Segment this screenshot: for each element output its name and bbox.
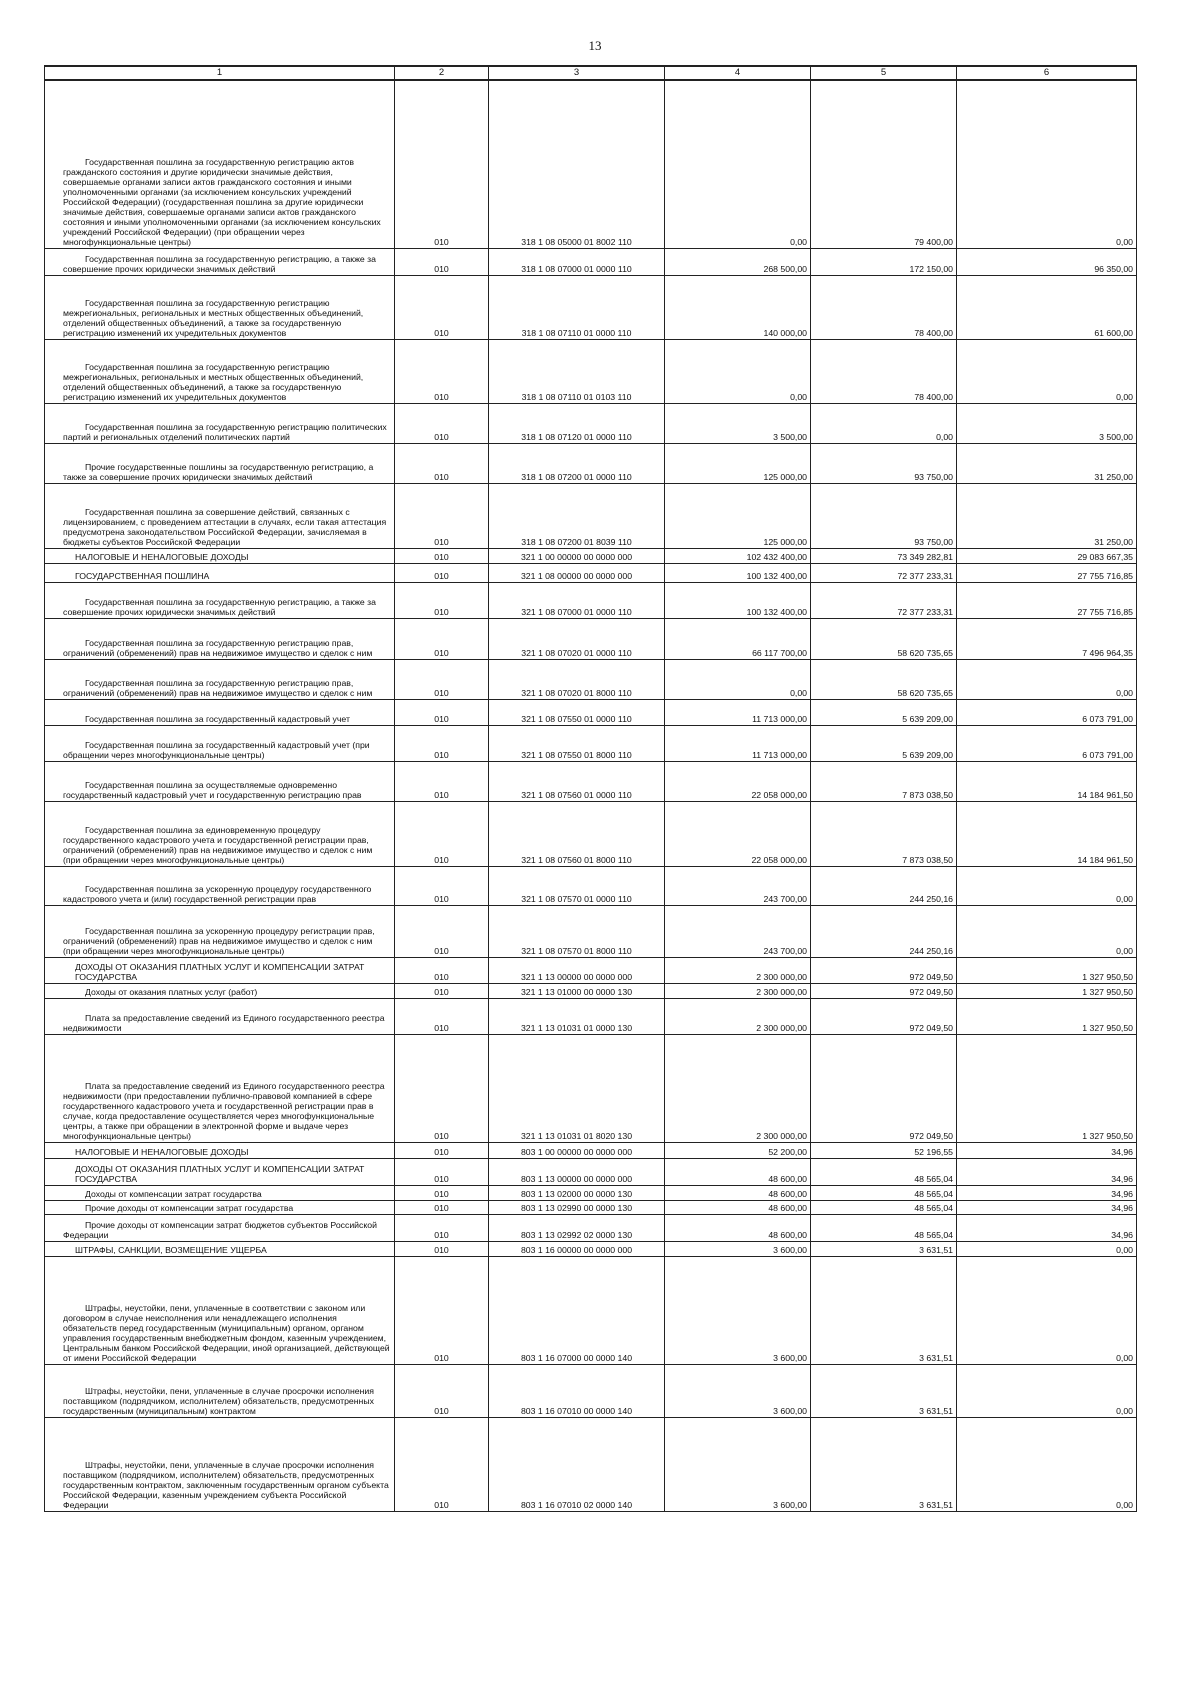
approved-amount-cell: 140 000,00 — [665, 275, 811, 339]
line-code-cell: 010 — [395, 80, 489, 248]
table-row — [45, 582, 1137, 618]
approved-amount-cell: 3 600,00 — [665, 1256, 811, 1364]
approved-amount-cell: 3 500,00 — [665, 403, 811, 443]
table-row — [45, 275, 1137, 339]
income-name-cell: НАЛОГОВЫЕ И НЕНАЛОГОВЫЕ ДОХОДЫ — [45, 1142, 395, 1158]
approved-amount-cell: 0,00 — [665, 339, 811, 403]
budget-classification-code-cell: 318 1 08 07110 01 0000 110 — [489, 275, 665, 339]
unexecuted-amount-cell: 0,00 — [957, 1417, 1137, 1511]
income-name-cell: Плата за предоставление сведений из Единого государственного реестра недвижимости — [45, 998, 395, 1034]
approved-amount-cell: 125 000,00 — [665, 443, 811, 483]
table-row — [45, 483, 1137, 548]
line-code-cell: 010 — [395, 582, 489, 618]
line-code-cell: 010 — [395, 957, 489, 983]
table-row — [45, 443, 1137, 483]
budget-classification-code-cell: 318 1 08 07110 01 0103 110 — [489, 339, 665, 403]
unexecuted-amount-cell: 0,00 — [957, 80, 1137, 248]
approved-amount-cell: 22 058 000,00 — [665, 801, 811, 866]
approved-amount-cell: 48 600,00 — [665, 1185, 811, 1200]
unexecuted-amount-cell: 0,00 — [957, 1256, 1137, 1364]
line-code-cell: 010 — [395, 1241, 489, 1256]
report-body — [45, 80, 1137, 1511]
income-name-cell: Доходы от оказания платных услуг (работ) — [45, 983, 395, 998]
approved-amount-cell: 2 300 000,00 — [665, 1034, 811, 1142]
income-name-cell: Государственная пошлина за государственную регистрацию межрегиональных, региональных и местных общественных объединений, отделений общественных объединений, а также за государственную регистрацию изменений их учредительных документов — [45, 275, 395, 339]
unexecuted-amount-cell: 34,96 — [957, 1185, 1137, 1200]
executed-amount-cell: 48 565,04 — [811, 1158, 957, 1185]
approved-amount-cell: 0,00 — [665, 659, 811, 699]
budget-classification-code-cell: 321 1 08 00000 00 0000 000 — [489, 563, 665, 582]
unexecuted-amount-cell: 1 327 950,50 — [957, 1034, 1137, 1142]
executed-amount-cell: 78 400,00 — [811, 275, 957, 339]
line-code-cell: 010 — [395, 983, 489, 998]
income-name-cell: Государственная пошлина за государственную регистрацию актов гражданского состояния и другие юридически значимые действия, совершаемые органами записи актов гражданского состояния и иными уполномоченными органами (за исключением консульских учреждений Российской Федерации) (государственная пошлина за другие юридически значимые действия, совершаемые органами записи актов гражданского состояния и иными уполномоченными органами (за исключением консульских учреждений Российской Федерации) (при обращении через многофункциональные центры) — [45, 80, 395, 248]
column-header-3: 3 — [489, 66, 665, 80]
income-name-cell: Государственная пошлина за ускоренную процедуру регистрации прав, ограничений (обременений) прав на недвижимое имущество и сделок с ним (при обращении через многофункциональные центры) — [45, 905, 395, 957]
budget-classification-code-cell: 321 1 08 07020 01 0000 110 — [489, 618, 665, 659]
executed-amount-cell: 72 377 233,31 — [811, 582, 957, 618]
unexecuted-amount-cell: 6 073 791,00 — [957, 699, 1137, 725]
approved-amount-cell: 102 432 400,00 — [665, 548, 811, 563]
approved-amount-cell: 100 132 400,00 — [665, 582, 811, 618]
budget-classification-code-cell: 318 1 08 07200 01 8039 110 — [489, 483, 665, 548]
unexecuted-amount-cell: 14 184 961,50 — [957, 801, 1137, 866]
approved-amount-cell: 48 600,00 — [665, 1200, 811, 1214]
executed-amount-cell: 244 250,16 — [811, 866, 957, 905]
budget-classification-code-cell: 321 1 08 07570 01 0000 110 — [489, 866, 665, 905]
unexecuted-amount-cell: 3 500,00 — [957, 403, 1137, 443]
column-number-header-row — [45, 66, 1137, 80]
unexecuted-amount-cell: 0,00 — [957, 1241, 1137, 1256]
line-code-cell: 010 — [395, 1142, 489, 1158]
line-code-cell: 010 — [395, 725, 489, 761]
unexecuted-amount-cell: 34,96 — [957, 1200, 1137, 1214]
approved-amount-cell: 48 600,00 — [665, 1214, 811, 1241]
executed-amount-cell: 3 631,51 — [811, 1241, 957, 1256]
income-name-cell: Штрафы, неустойки, пени, уплаченные в соответствии с законом или договором в случае неисполнения или ненадлежащего исполнения обязательств перед государственным (муниципальным) органом, органом управления государственным внебюджетным фондом, казенным учреждением, Центральным банком Российской Федерации, иной организацией, действующей от имени Российской Федерации — [45, 1256, 395, 1364]
line-code-cell: 010 — [395, 998, 489, 1034]
executed-amount-cell: 93 750,00 — [811, 443, 957, 483]
executed-amount-cell: 58 620 735,65 — [811, 659, 957, 699]
line-code-cell: 010 — [395, 659, 489, 699]
approved-amount-cell: 100 132 400,00 — [665, 563, 811, 582]
table-row — [45, 1256, 1137, 1364]
income-name-cell: Государственная пошлина за единовременную процедуру государственного кадастрового учета и государственной регистрации прав, ограничений (обременений) прав на недвижимое имущество и сделок с ним (при обращении через многофункциональные центры) — [45, 801, 395, 866]
line-code-cell: 010 — [395, 1158, 489, 1185]
executed-amount-cell: 7 873 038,50 — [811, 761, 957, 801]
executed-amount-cell: 972 049,50 — [811, 1034, 957, 1142]
budget-classification-code-cell: 803 1 16 07010 00 0000 140 — [489, 1364, 665, 1417]
table-row — [45, 1158, 1137, 1185]
executed-amount-cell: 73 349 282,81 — [811, 548, 957, 563]
table-row — [45, 659, 1137, 699]
executed-amount-cell: 7 873 038,50 — [811, 801, 957, 866]
unexecuted-amount-cell: 0,00 — [957, 339, 1137, 403]
approved-amount-cell: 11 713 000,00 — [665, 725, 811, 761]
executed-amount-cell: 244 250,16 — [811, 905, 957, 957]
budget-classification-code-cell: 803 1 00 00000 00 0000 000 — [489, 1142, 665, 1158]
table-row — [45, 1142, 1137, 1158]
approved-amount-cell: 0,00 — [665, 80, 811, 248]
budget-classification-code-cell: 321 1 13 01000 00 0000 130 — [489, 983, 665, 998]
table-row — [45, 1364, 1137, 1417]
budget-classification-code-cell: 803 1 13 00000 00 0000 000 — [489, 1158, 665, 1185]
line-code-cell: 010 — [395, 801, 489, 866]
income-name-cell: Государственная пошлина за совершение действий, связанных с лицензированием, с проведением аттестации в случаях, если такая аттестация предусмотрена законодательством Российской Федерации, зачисляемая в бюджеты субъектов Российской Федерации — [45, 483, 395, 548]
line-code-cell: 010 — [395, 403, 489, 443]
line-code-cell: 010 — [395, 1417, 489, 1511]
budget-classification-code-cell: 318 1 08 05000 01 8002 110 — [489, 80, 665, 248]
approved-amount-cell: 48 600,00 — [665, 1158, 811, 1185]
column-header-1: 1 — [45, 66, 395, 80]
income-name-cell: Государственная пошлина за государственную регистрацию, а также за совершение прочих юридически значимых действий — [45, 582, 395, 618]
executed-amount-cell: 48 565,04 — [811, 1200, 957, 1214]
executed-amount-cell: 172 150,00 — [811, 248, 957, 275]
column-header-6: 6 — [957, 66, 1137, 80]
unexecuted-amount-cell: 0,00 — [957, 905, 1137, 957]
line-code-cell: 010 — [395, 1185, 489, 1200]
income-name-cell: Штрафы, неустойки, пени, уплаченные в случае просрочки исполнения поставщиком (подрядчиком, исполнителем) обязательств, предусмотренных государственным (муниципальным) контрактом — [45, 1364, 395, 1417]
line-code-cell: 010 — [395, 483, 489, 548]
executed-amount-cell: 58 620 735,65 — [811, 618, 957, 659]
budget-classification-code-cell: 321 1 08 07550 01 0000 110 — [489, 699, 665, 725]
income-name-cell: Прочие государственные пошлины за государственную регистрацию, а также за совершение прочих юридически значимых действий — [45, 443, 395, 483]
income-name-cell: НАЛОГОВЫЕ И НЕНАЛОГОВЫЕ ДОХОДЫ — [45, 548, 395, 563]
line-code-cell: 010 — [395, 548, 489, 563]
line-code-cell: 010 — [395, 1256, 489, 1364]
line-code-cell: 010 — [395, 248, 489, 275]
table-row — [45, 80, 1137, 248]
budget-classification-code-cell: 321 1 08 07550 01 8000 110 — [489, 725, 665, 761]
table-row — [45, 1034, 1137, 1142]
income-name-cell: Штрафы, неустойки, пени, уплаченные в случае просрочки исполнения поставщиком (подрядчиком, исполнителем) обязательств, предусмотренных государственным контрактом, заключенным государственным органом субъекта Российской Федерации, казенным учреждением субъекта Российской Федерации — [45, 1417, 395, 1511]
approved-amount-cell: 2 300 000,00 — [665, 957, 811, 983]
executed-amount-cell: 52 196,55 — [811, 1142, 957, 1158]
unexecuted-amount-cell: 0,00 — [957, 866, 1137, 905]
budget-classification-code-cell: 318 1 08 07120 01 0000 110 — [489, 403, 665, 443]
line-code-cell: 010 — [395, 563, 489, 582]
table-row — [45, 403, 1137, 443]
executed-amount-cell: 48 565,04 — [811, 1185, 957, 1200]
line-code-cell: 010 — [395, 905, 489, 957]
unexecuted-amount-cell: 34,96 — [957, 1214, 1137, 1241]
income-name-cell: Государственная пошлина за осуществляемые одновременно государственный кадастровый учет и государственную регистрацию прав — [45, 761, 395, 801]
income-name-cell: Государственная пошлина за государственную регистрацию межрегиональных, региональных и местных общественных объединений, отделений общественных объединений, а также за государственную регистрацию изменений их учредительных документов — [45, 339, 395, 403]
income-name-cell: Государственная пошлина за государственную регистрацию политических партий и региональных отделений политических партий — [45, 403, 395, 443]
table-row — [45, 1241, 1137, 1256]
income-name-cell: ГОСУДАРСТВЕННАЯ ПОШЛИНА — [45, 563, 395, 582]
executed-amount-cell: 48 565,04 — [811, 1214, 957, 1241]
approved-amount-cell: 2 300 000,00 — [665, 998, 811, 1034]
approved-amount-cell: 22 058 000,00 — [665, 761, 811, 801]
line-code-cell: 010 — [395, 339, 489, 403]
line-code-cell: 010 — [395, 761, 489, 801]
executed-amount-cell: 78 400,00 — [811, 339, 957, 403]
table-row — [45, 866, 1137, 905]
unexecuted-amount-cell: 1 327 950,50 — [957, 998, 1137, 1034]
executed-amount-cell: 5 639 209,00 — [811, 699, 957, 725]
income-name-cell: ДОХОДЫ ОТ ОКАЗАНИЯ ПЛАТНЫХ УСЛУГ И КОМПЕНСАЦИИ ЗАТРАТ ГОСУДАРСТВА — [45, 1158, 395, 1185]
unexecuted-amount-cell: 31 250,00 — [957, 443, 1137, 483]
budget-classification-code-cell: 318 1 08 07000 01 0000 110 — [489, 248, 665, 275]
unexecuted-amount-cell: 61 600,00 — [957, 275, 1137, 339]
budget-classification-code-cell: 321 1 00 00000 00 0000 000 — [489, 548, 665, 563]
table-row — [45, 548, 1137, 563]
executed-amount-cell: 5 639 209,00 — [811, 725, 957, 761]
unexecuted-amount-cell: 96 350,00 — [957, 248, 1137, 275]
approved-amount-cell: 268 500,00 — [665, 248, 811, 275]
executed-amount-cell: 93 750,00 — [811, 483, 957, 548]
executed-amount-cell: 972 049,50 — [811, 983, 957, 998]
approved-amount-cell: 52 200,00 — [665, 1142, 811, 1158]
line-code-cell: 010 — [395, 618, 489, 659]
page-number: 13 — [588, 38, 602, 53]
line-code-cell: 010 — [395, 1034, 489, 1142]
unexecuted-amount-cell: 1 327 950,50 — [957, 983, 1137, 998]
unexecuted-amount-cell: 0,00 — [957, 1364, 1137, 1417]
budget-classification-code-cell: 321 1 13 01031 01 0000 130 — [489, 998, 665, 1034]
table-row — [45, 563, 1137, 582]
approved-amount-cell: 125 000,00 — [665, 483, 811, 548]
income-name-cell: Государственная пошлина за государственную регистрацию прав, ограничений (обременений) прав на недвижимое имущество и сделок с ним — [45, 618, 395, 659]
table-row — [45, 1214, 1137, 1241]
table-row — [45, 1417, 1137, 1511]
approved-amount-cell: 11 713 000,00 — [665, 699, 811, 725]
approved-amount-cell: 2 300 000,00 — [665, 983, 811, 998]
table-row — [45, 761, 1137, 801]
unexecuted-amount-cell: 34,96 — [957, 1142, 1137, 1158]
budget-classification-code-cell: 321 1 08 07560 01 0000 110 — [489, 761, 665, 801]
executed-amount-cell: 3 631,51 — [811, 1364, 957, 1417]
budget-classification-code-cell: 803 1 13 02992 02 0000 130 — [489, 1214, 665, 1241]
approved-amount-cell: 66 117 700,00 — [665, 618, 811, 659]
unexecuted-amount-cell: 34,96 — [957, 1158, 1137, 1185]
unexecuted-amount-cell: 29 083 667,35 — [957, 548, 1137, 563]
approved-amount-cell: 3 600,00 — [665, 1364, 811, 1417]
table-row — [45, 725, 1137, 761]
budget-classification-code-cell: 803 1 16 07010 02 0000 140 — [489, 1417, 665, 1511]
column-header-4: 4 — [665, 66, 811, 80]
executed-amount-cell: 3 631,51 — [811, 1417, 957, 1511]
budget-classification-code-cell: 803 1 13 02000 00 0000 130 — [489, 1185, 665, 1200]
budget-classification-code-cell: 321 1 08 07570 01 8000 110 — [489, 905, 665, 957]
approved-amount-cell: 243 700,00 — [665, 866, 811, 905]
unexecuted-amount-cell: 1 327 950,50 — [957, 957, 1137, 983]
executed-amount-cell: 972 049,50 — [811, 998, 957, 1034]
budget-classification-code-cell: 321 1 13 00000 00 0000 000 — [489, 957, 665, 983]
income-name-cell: Прочие доходы от компенсации затрат государства — [45, 1200, 395, 1214]
line-code-cell: 010 — [395, 1364, 489, 1417]
executed-amount-cell: 72 377 233,31 — [811, 563, 957, 582]
executed-amount-cell: 79 400,00 — [811, 80, 957, 248]
budget-classification-code-cell: 321 1 08 07020 01 8000 110 — [489, 659, 665, 699]
income-name-cell: Доходы от компенсации затрат государства — [45, 1185, 395, 1200]
approved-amount-cell: 243 700,00 — [665, 905, 811, 957]
approved-amount-cell: 3 600,00 — [665, 1241, 811, 1256]
budget-classification-code-cell: 803 1 16 00000 00 0000 000 — [489, 1241, 665, 1256]
income-name-cell: Прочие доходы от компенсации затрат бюджетов субъектов Российской Федерации — [45, 1214, 395, 1241]
approved-amount-cell: 3 600,00 — [665, 1417, 811, 1511]
income-name-cell: ШТРАФЫ, САНКЦИИ, ВОЗМЕЩЕНИЕ УЩЕРБА — [45, 1241, 395, 1256]
budget-classification-code-cell: 803 1 13 02990 00 0000 130 — [489, 1200, 665, 1214]
table-row — [45, 905, 1137, 957]
unexecuted-amount-cell: 7 496 964,35 — [957, 618, 1137, 659]
table-row — [45, 983, 1137, 998]
budget-classification-code-cell: 321 1 13 01031 01 8020 130 — [489, 1034, 665, 1142]
unexecuted-amount-cell: 27 755 716,85 — [957, 563, 1137, 582]
income-name-cell: ДОХОДЫ ОТ ОКАЗАНИЯ ПЛАТНЫХ УСЛУГ И КОМПЕНСАЦИИ ЗАТРАТ ГОСУДАРСТВА — [45, 957, 395, 983]
line-code-cell: 010 — [395, 699, 489, 725]
table-row — [45, 618, 1137, 659]
column-header-5: 5 — [811, 66, 957, 80]
budget-classification-code-cell: 321 1 08 07560 01 8000 110 — [489, 801, 665, 866]
line-code-cell: 010 — [395, 866, 489, 905]
unexecuted-amount-cell: 14 184 961,50 — [957, 761, 1137, 801]
unexecuted-amount-cell: 6 073 791,00 — [957, 725, 1137, 761]
income-name-cell: Государственная пошлина за государственную регистрацию, а также за совершение прочих юридически значимых действий — [45, 248, 395, 275]
income-name-cell: Государственная пошлина за государственную регистрацию прав, ограничений (обременений) прав на недвижимое имущество и сделок с ним — [45, 659, 395, 699]
budget-classification-code-cell: 321 1 08 07000 01 0000 110 — [489, 582, 665, 618]
income-name-cell: Государственная пошлина за государственный кадастровый учет — [45, 699, 395, 725]
table-row — [45, 1185, 1137, 1200]
budget-classification-code-cell: 803 1 16 07000 00 0000 140 — [489, 1256, 665, 1364]
line-code-cell: 010 — [395, 1214, 489, 1241]
table-row — [45, 699, 1137, 725]
unexecuted-amount-cell: 31 250,00 — [957, 483, 1137, 548]
table-row — [45, 1200, 1137, 1214]
unexecuted-amount-cell: 27 755 716,85 — [957, 582, 1137, 618]
line-code-cell: 010 — [395, 443, 489, 483]
income-name-cell: Государственная пошлина за государственный кадастровый учет (при обращении через многофункциональные центры) — [45, 725, 395, 761]
budget-classification-code-cell: 318 1 08 07200 01 0000 110 — [489, 443, 665, 483]
line-code-cell: 010 — [395, 1200, 489, 1214]
table-row — [45, 957, 1137, 983]
revenue-report-table — [44, 65, 1137, 1512]
executed-amount-cell: 972 049,50 — [811, 957, 957, 983]
unexecuted-amount-cell: 0,00 — [957, 659, 1137, 699]
income-name-cell: Плата за предоставление сведений из Единого государственного реестра недвижимости (при предоставлении публично-правовой компанией в сфере государственного кадастрового учета и государственной регистрации прав в случае, когда предоставление осуществляется через многофункциональные центры, а также при обращении в электронной форме и выдаче через многофункциональные центры) — [45, 1034, 395, 1142]
income-name-cell: Государственная пошлина за ускоренную процедуру государственного кадастрового учета и (или) государственной регистрации прав — [45, 866, 395, 905]
table-row — [45, 339, 1137, 403]
executed-amount-cell: 0,00 — [811, 403, 957, 443]
table-row — [45, 248, 1137, 275]
table-row — [45, 998, 1137, 1034]
column-header-2: 2 — [395, 66, 489, 80]
executed-amount-cell: 3 631,51 — [811, 1256, 957, 1364]
table-row — [45, 801, 1137, 866]
line-code-cell: 010 — [395, 275, 489, 339]
